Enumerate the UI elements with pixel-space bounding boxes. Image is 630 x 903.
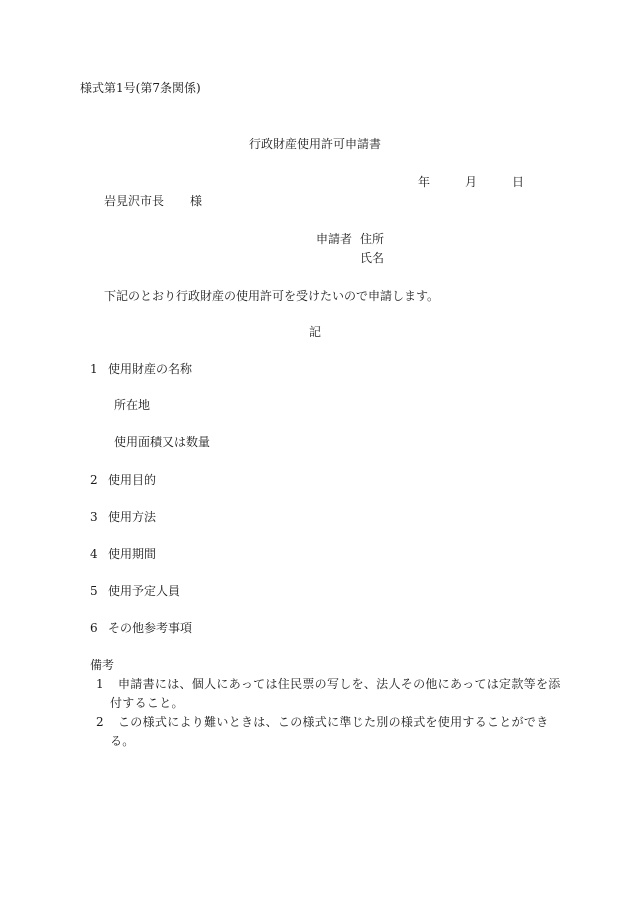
note-item [96, 713, 566, 751]
list-item [90, 622, 192, 634]
item-label: その他参考事項 [108, 621, 193, 635]
list-item [90, 548, 156, 560]
item-label: 使用財産の名称 [108, 362, 193, 376]
list-item [90, 585, 180, 597]
item-label: 使用期間 [108, 547, 157, 561]
item-number: 5 [90, 584, 98, 598]
item-number: 4 [90, 547, 98, 561]
item-number: 6 [90, 621, 98, 635]
applicant-label: 申請者 [316, 232, 353, 246]
note-item [96, 675, 566, 713]
note-number: 2 [96, 715, 104, 729]
item-label: 使用予定人員 [108, 584, 181, 598]
form-number: 様式第1号(第7条関係) [80, 81, 201, 95]
applicant-name-label: 氏名 [360, 251, 385, 265]
item-number: 1 [90, 362, 98, 376]
addressee [104, 195, 202, 207]
notes-heading: 備考 [90, 658, 115, 672]
document-title: 行政財産使用許可申請書 [248, 137, 381, 151]
item-area-label: 使用面積又は数量 [114, 435, 211, 449]
addressee-name: 岩見沢市長 [104, 194, 165, 208]
item-number: 2 [90, 473, 98, 487]
note-text: この様式により難いときは、この様式に準じた別の様式を使用することができる。 [110, 715, 549, 748]
applicant-address-label: 住所 [360, 232, 385, 246]
item-label: 使用方法 [108, 510, 157, 524]
item-label: 使用目的 [108, 473, 157, 487]
addressee-honorific: 様 [190, 194, 203, 208]
list-item [90, 474, 156, 486]
list-item [90, 511, 156, 523]
date-year-label: 年 [418, 175, 431, 189]
request-statement: 下記のとおり行政財産の使用許可を受けたいので申請します。 [104, 289, 440, 303]
note-number: 1 [96, 677, 104, 691]
item-number: 3 [90, 510, 98, 524]
date-day-label: 日 [512, 175, 525, 189]
list-item [90, 363, 192, 375]
ki-heading: 記 [308, 325, 321, 339]
date-month-label: 月 [465, 175, 478, 189]
note-text: 申請書には、個人にあっては住民票の写しを、法人その他にあっては定款等を添付すること。 [110, 677, 561, 710]
item-location-label: 所在地 [114, 398, 151, 412]
